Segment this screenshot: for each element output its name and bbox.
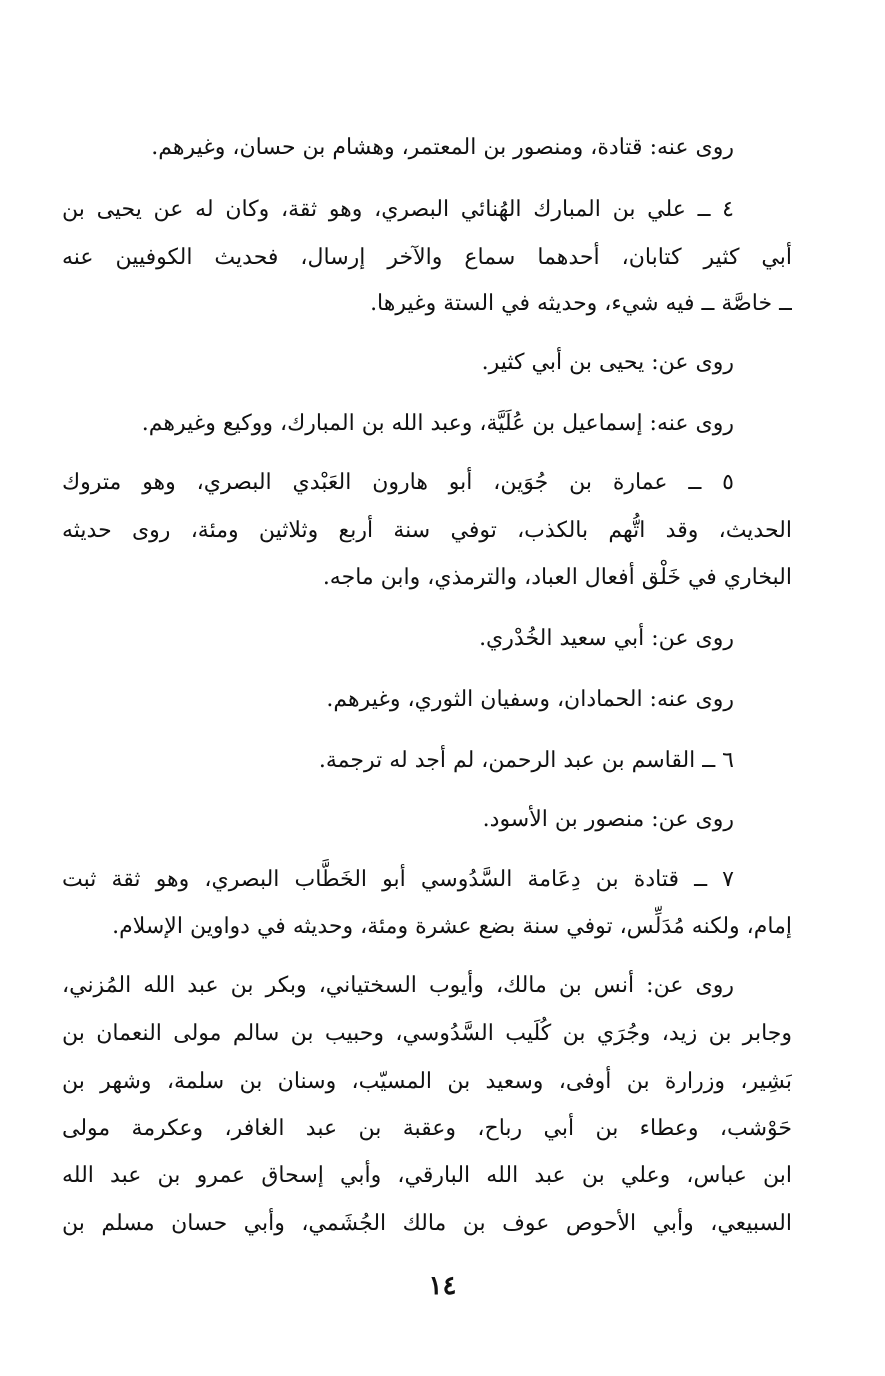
text-line: حَوْشب، وعطاء بن أبي رباح، وعقبة بن عبد الغافر، وعكرمة مولى [62, 1116, 792, 1141]
text-line: الحديث، وقد اتُّهم بالكذب، توفي سنة أربع وثلاثين ومئة، روى حديثه [62, 518, 792, 543]
text-line: بَشِير، وزرارة بن أوفى، وسعيد بن المسيّب، وسنان بن سلمة، وشهر بن [62, 1069, 792, 1094]
text-line: إمام، ولكنه مُدَلِّس، توفي سنة بضع عشرة ومئة، وحديثه في دواوين الإسلام. [112, 914, 792, 939]
text-line: روى عنه: قتادة، ومنصور بن المعتمر، وهشام بن حسان، وغيرهم. [151, 135, 734, 160]
text-line: وجابر بن زيد، وجُرَي بن كُلَيب السَّدُوسي، وحبيب بن سالم مولى النعمان بن [62, 1021, 792, 1046]
page-number: ١٤ [428, 1271, 457, 1301]
text-line: ابن عباس، وعلي بن عبد الله البارقي، وأبي إسحاق عمرو بن عبد الله [62, 1163, 792, 1188]
text-line: ٥ ــ عمارة بن جُوَين، أبو هارون العَبْدي البصري، وهو متروك [62, 470, 734, 495]
text-line: ٧ ــ قتادة بن دِعَامة السَّدُوسي أبو الخَطَّاب البصري، وهو ثقة ثبت [62, 867, 734, 892]
text-line: روى عن: أنس بن مالك، وأيوب السختياني، وبكر بن عبد الله المُزني، [62, 973, 734, 998]
text-line: روى عنه: إسماعيل بن عُلَيَّة، وعبد الله بن المبارك، ووكيع وغيرهم. [141, 411, 734, 436]
text-line: روى عنه: الحمادان، وسفيان الثوري، وغيرهم. [326, 687, 734, 712]
text-line: روى عن: يحيى بن أبي كثير. [481, 350, 734, 375]
text-line: البخاري في خَلْق أفعال العباد، والترمذي، وابن ماجه. [322, 565, 792, 590]
book-page [62, 0, 792, 1376]
text-line: ٦ ــ القاسم بن عبد الرحمن، لم أجد له ترجمة. [318, 748, 734, 773]
text-line: أبي كثير كتابان، أحدهما سماع والآخر إرسال، فحديث الكوفيين عنه [62, 245, 792, 270]
text-line: روى عن: أبي سعيد الخُدْري. [479, 626, 734, 651]
text-line: روى عن: منصور بن الأسود. [482, 807, 734, 832]
text-line: ٤ ــ علي بن المبارك الهُنائي البصري، وهو ثقة، وكان له عن يحيى بن [62, 197, 734, 222]
text-line: السبيعي، وأبي الأحوص عوف بن مالك الجُشَمي، وأبي حسان مسلم بن [62, 1211, 792, 1236]
text-line: ــ خاصَّة ــ فيه شيء، وحديثه في الستة وغيرها. [370, 291, 792, 316]
